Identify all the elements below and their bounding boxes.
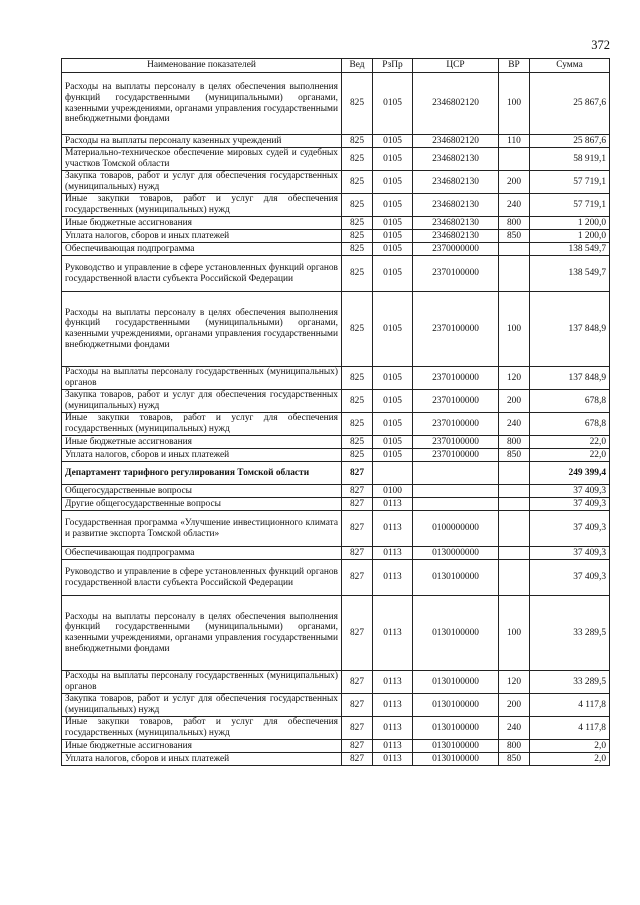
cell-sum: 4 117,8 <box>530 694 610 717</box>
cell-ved: 827 <box>342 694 373 717</box>
cell-name: Закупка товаров, работ и услуг для обеспечения государственных (муниципальных) нужд <box>62 171 342 194</box>
cell-vr <box>499 511 530 547</box>
cell-vr: 850 <box>499 449 530 462</box>
cell-csr: 2370100000 <box>413 390 499 413</box>
cell-vr: 200 <box>499 694 530 717</box>
table-row <box>62 194 610 217</box>
table-row <box>62 73 610 135</box>
cell-vr <box>499 560 530 596</box>
cell-rzpr: 0105 <box>373 256 413 292</box>
cell-csr: 0130100000 <box>413 753 499 766</box>
cell-name: Расходы на выплаты персоналу в целях обеспечения выполнения функций государственными (муниципальными) органами, казенными учреждениями, органами управления государственными внебюджетными фондами <box>62 73 342 135</box>
cell-csr: 2346802130 <box>413 230 499 243</box>
cell-sum: 25 867,6 <box>530 135 610 148</box>
cell-rzpr: 0113 <box>373 596 413 671</box>
cell-ved: 827 <box>342 740 373 753</box>
cell-ved: 827 <box>342 511 373 547</box>
cell-rzpr: 0113 <box>373 511 413 547</box>
cell-ved: 825 <box>342 449 373 462</box>
table-row <box>62 694 610 717</box>
cell-sum: 57 719,1 <box>530 194 610 217</box>
cell-vr <box>499 148 530 171</box>
cell-sum: 22,0 <box>530 436 610 449</box>
cell-vr: 100 <box>499 292 530 367</box>
cell-name: Расходы на выплаты персоналу казенных учреждений <box>62 135 342 148</box>
cell-name: Расходы на выплаты персоналу в целях обеспечения выполнения функций государственными (муниципальными) органами, казенными учреждениями, органами управления государственными внебюджетными фондами <box>62 596 342 671</box>
cell-ved: 827 <box>342 462 373 485</box>
cell-sum: 22,0 <box>530 449 610 462</box>
cell-rzpr: 0105 <box>373 148 413 171</box>
cell-vr: 850 <box>499 753 530 766</box>
header-sum: Сумма <box>530 59 610 73</box>
cell-vr: 240 <box>499 717 530 740</box>
cell-ved: 825 <box>342 367 373 390</box>
cell-name: Общегосударственные вопросы <box>62 485 342 498</box>
table-row <box>62 560 610 596</box>
cell-sum: 1 200,0 <box>530 217 610 230</box>
cell-csr: 2346802130 <box>413 148 499 171</box>
cell-name: Уплата налогов, сборов и иных платежей <box>62 230 342 243</box>
cell-csr: 2346802130 <box>413 171 499 194</box>
table-row <box>62 217 610 230</box>
page-number: 372 <box>591 38 610 52</box>
table-row <box>62 436 610 449</box>
cell-sum: 58 919,1 <box>530 148 610 171</box>
table-row <box>62 135 610 148</box>
cell-sum: 678,8 <box>530 413 610 436</box>
cell-rzpr: 0105 <box>373 194 413 217</box>
cell-name: Другие общегосударственные вопросы <box>62 498 342 511</box>
cell-name: Иные закупки товаров, работ и услуг для обеспечения государственных (муниципальных) нужд <box>62 194 342 217</box>
cell-sum: 138 549,7 <box>530 256 610 292</box>
cell-ved: 827 <box>342 485 373 498</box>
cell-vr: 800 <box>499 217 530 230</box>
table-row <box>62 148 610 171</box>
cell-ved: 825 <box>342 413 373 436</box>
cell-vr: 120 <box>499 671 530 694</box>
cell-rzpr: 0105 <box>373 230 413 243</box>
cell-rzpr: 0105 <box>373 292 413 367</box>
cell-name: Уплата налогов, сборов и иных платежей <box>62 449 342 462</box>
header-vr: ВР <box>499 59 530 73</box>
table-row <box>62 243 610 256</box>
header-name: Наименование показателей <box>62 59 342 73</box>
cell-sum: 1 200,0 <box>530 230 610 243</box>
cell-name: Обеспечивающая подпрограмма <box>62 547 342 560</box>
cell-sum: 678,8 <box>530 390 610 413</box>
cell-vr: 110 <box>499 135 530 148</box>
cell-sum: 137 848,9 <box>530 292 610 367</box>
cell-csr: 2370100000 <box>413 413 499 436</box>
cell-sum: 249 399,4 <box>530 462 610 485</box>
cell-rzpr <box>373 462 413 485</box>
table-row <box>62 596 610 671</box>
cell-rzpr: 0105 <box>373 413 413 436</box>
table-row <box>62 171 610 194</box>
cell-vr: 800 <box>499 740 530 753</box>
cell-rzpr: 0105 <box>373 390 413 413</box>
cell-vr <box>499 547 530 560</box>
table-row <box>62 485 610 498</box>
cell-name: Расходы на выплаты персоналу в целях обеспечения выполнения функций государственными (муниципальными) органами, казенными учреждениями, органами управления государственными внебюджетными фондами <box>62 292 342 367</box>
table-row <box>62 449 610 462</box>
cell-vr: 800 <box>499 436 530 449</box>
table-row <box>62 753 610 766</box>
cell-csr: 0130100000 <box>413 671 499 694</box>
cell-ved: 827 <box>342 560 373 596</box>
cell-vr <box>499 485 530 498</box>
table-row <box>62 256 610 292</box>
cell-name: Департамент тарифного регулирования Томской области <box>62 462 342 485</box>
cell-name: Государственная программа «Улучшение инвестиционного климата и развитие экспорта Томской области» <box>62 511 342 547</box>
cell-rzpr: 0105 <box>373 367 413 390</box>
cell-ved: 827 <box>342 596 373 671</box>
cell-csr: 2370000000 <box>413 243 499 256</box>
table-row <box>62 740 610 753</box>
cell-csr: 2370100000 <box>413 436 499 449</box>
cell-name: Руководство и управление в сфере установленных функций органов государственной власти субъекта Российской Федерации <box>62 256 342 292</box>
cell-csr: 2346802120 <box>413 73 499 135</box>
cell-name: Расходы на выплаты персоналу государственных (муниципальных) органов <box>62 367 342 390</box>
cell-vr: 200 <box>499 171 530 194</box>
cell-name: Иные бюджетные ассигнования <box>62 436 342 449</box>
cell-rzpr: 0105 <box>373 73 413 135</box>
cell-sum: 4 117,8 <box>530 717 610 740</box>
table-row <box>62 511 610 547</box>
cell-name: Материально-техническое обеспечение мировых судей и судебных участков Томской области <box>62 148 342 171</box>
cell-vr: 240 <box>499 413 530 436</box>
cell-vr: 850 <box>499 230 530 243</box>
cell-sum: 37 409,3 <box>530 498 610 511</box>
cell-name: Иные закупки товаров, работ и услуг для обеспечения государственных (муниципальных) нужд <box>62 717 342 740</box>
cell-rzpr: 0113 <box>373 671 413 694</box>
cell-csr: 2346802130 <box>413 217 499 230</box>
cell-csr: 0130100000 <box>413 717 499 740</box>
cell-rzpr: 0105 <box>373 449 413 462</box>
cell-csr: 2370100000 <box>413 256 499 292</box>
table-row <box>62 230 610 243</box>
cell-vr: 200 <box>499 390 530 413</box>
cell-sum: 33 289,5 <box>530 596 610 671</box>
cell-csr: 2370100000 <box>413 292 499 367</box>
cell-csr: 0130000000 <box>413 547 499 560</box>
cell-ved: 825 <box>342 243 373 256</box>
cell-rzpr: 0105 <box>373 135 413 148</box>
cell-ved: 825 <box>342 171 373 194</box>
cell-name: Закупка товаров, работ и услуг для обеспечения государственных (муниципальных) нужд <box>62 390 342 413</box>
cell-csr <box>413 462 499 485</box>
cell-vr <box>499 243 530 256</box>
cell-vr: 240 <box>499 194 530 217</box>
cell-ved: 825 <box>342 148 373 171</box>
cell-ved: 827 <box>342 671 373 694</box>
table-row <box>62 413 610 436</box>
cell-ved: 825 <box>342 390 373 413</box>
table-row <box>62 717 610 740</box>
cell-csr: 2346802130 <box>413 194 499 217</box>
header-ved: Вед <box>342 59 373 73</box>
cell-name: Иные бюджетные ассигнования <box>62 217 342 230</box>
cell-rzpr: 0113 <box>373 560 413 596</box>
cell-csr: 2346802120 <box>413 135 499 148</box>
header-rzpr: РзПр <box>373 59 413 73</box>
cell-name: Закупка товаров, работ и услуг для обеспечения государственных (муниципальных) нужд <box>62 694 342 717</box>
cell-sum: 2,0 <box>530 753 610 766</box>
cell-csr: 2370100000 <box>413 367 499 390</box>
cell-sum: 33 289,5 <box>530 671 610 694</box>
cell-csr: 0130100000 <box>413 740 499 753</box>
table-row <box>62 498 610 511</box>
cell-rzpr: 0113 <box>373 694 413 717</box>
cell-name: Иные закупки товаров, работ и услуг для обеспечения государственных (муниципальных) нужд <box>62 413 342 436</box>
cell-sum: 37 409,3 <box>530 485 610 498</box>
cell-rzpr: 0113 <box>373 547 413 560</box>
table-row <box>62 292 610 367</box>
cell-name: Уплата налогов, сборов и иных платежей <box>62 753 342 766</box>
cell-rzpr: 0100 <box>373 485 413 498</box>
table-body <box>62 73 610 766</box>
cell-vr: 100 <box>499 596 530 671</box>
cell-vr <box>499 498 530 511</box>
header-csr: ЦСР <box>413 59 499 73</box>
cell-name: Руководство и управление в сфере установленных функций органов государственной власти субъекта Российской Федерации <box>62 560 342 596</box>
cell-rzpr: 0113 <box>373 753 413 766</box>
cell-sum: 25 867,6 <box>530 73 610 135</box>
cell-csr: 0130100000 <box>413 560 499 596</box>
table-header-row <box>62 59 610 73</box>
cell-vr: 100 <box>499 73 530 135</box>
cell-sum: 37 409,3 <box>530 560 610 596</box>
table-row <box>62 367 610 390</box>
cell-name: Расходы на выплаты персоналу государственных (муниципальных) органов <box>62 671 342 694</box>
cell-name: Иные бюджетные ассигнования <box>62 740 342 753</box>
cell-rzpr: 0113 <box>373 498 413 511</box>
cell-csr: 0100000000 <box>413 511 499 547</box>
cell-csr: 0130100000 <box>413 694 499 717</box>
cell-rzpr: 0113 <box>373 717 413 740</box>
cell-sum: 137 848,9 <box>530 367 610 390</box>
cell-sum: 37 409,3 <box>530 547 610 560</box>
cell-ved: 825 <box>342 194 373 217</box>
cell-ved: 827 <box>342 753 373 766</box>
cell-rzpr: 0105 <box>373 217 413 230</box>
cell-vr <box>499 256 530 292</box>
cell-sum: 57 719,1 <box>530 171 610 194</box>
cell-ved: 825 <box>342 230 373 243</box>
cell-ved: 825 <box>342 135 373 148</box>
cell-sum: 37 409,3 <box>530 511 610 547</box>
table-row <box>62 462 610 485</box>
cell-sum: 138 549,7 <box>530 243 610 256</box>
cell-ved: 827 <box>342 498 373 511</box>
cell-rzpr: 0105 <box>373 436 413 449</box>
cell-csr <box>413 485 499 498</box>
budget-table <box>61 58 610 766</box>
cell-ved: 825 <box>342 292 373 367</box>
cell-csr: 2370100000 <box>413 449 499 462</box>
cell-name: Обеспечивающая подпрограмма <box>62 243 342 256</box>
cell-csr <box>413 498 499 511</box>
cell-vr <box>499 462 530 485</box>
table-row <box>62 390 610 413</box>
cell-vr: 120 <box>499 367 530 390</box>
cell-sum: 2,0 <box>530 740 610 753</box>
cell-rzpr: 0105 <box>373 243 413 256</box>
cell-ved: 827 <box>342 547 373 560</box>
cell-ved: 827 <box>342 717 373 740</box>
cell-rzpr: 0105 <box>373 171 413 194</box>
cell-ved: 825 <box>342 73 373 135</box>
table-row <box>62 547 610 560</box>
cell-rzpr: 0113 <box>373 740 413 753</box>
table-row <box>62 671 610 694</box>
cell-ved: 825 <box>342 217 373 230</box>
cell-csr: 0130100000 <box>413 596 499 671</box>
cell-ved: 825 <box>342 436 373 449</box>
cell-ved: 825 <box>342 256 373 292</box>
